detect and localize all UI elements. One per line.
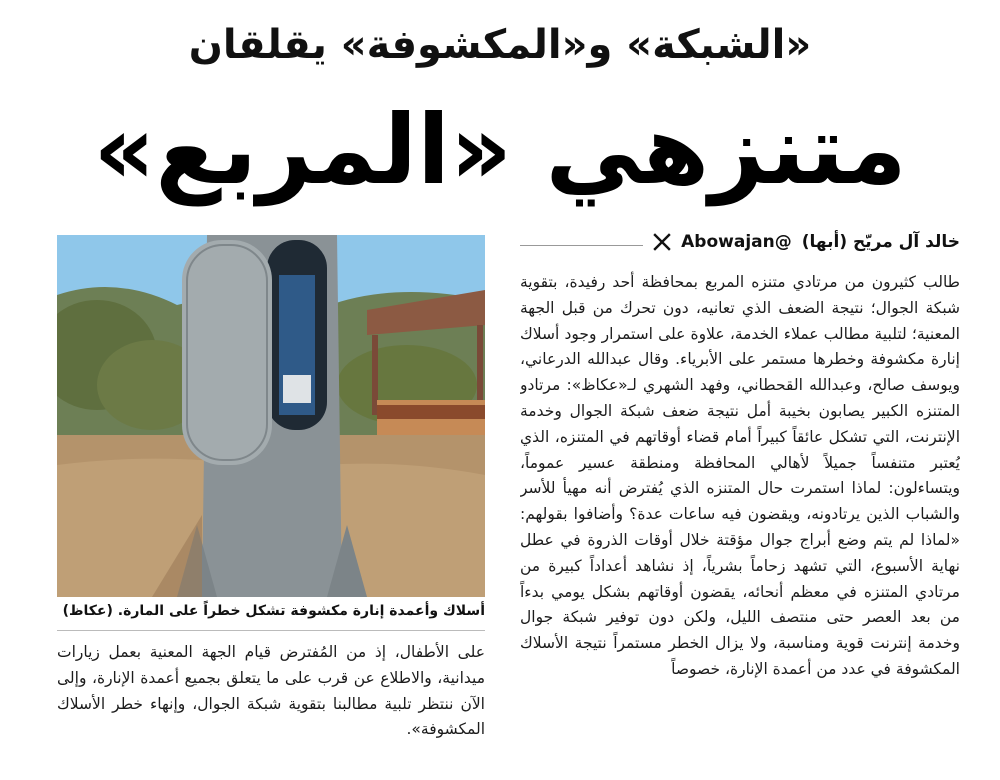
article-photo [57,235,485,597]
headline-kicker: «الشبكة» و«المكشوفة» يقلقان [188,22,812,68]
article-column-left [57,640,485,760]
photo-caption: أسلاك وأعمدة إنارة مكشوفة تشكل خطراً على المارة. (عكاظ) [62,603,485,619]
x-logo-icon[interactable] [653,233,671,251]
byline [520,232,960,252]
caption-divider [57,630,485,631]
byline-rule [520,245,643,246]
article-body-left: على الأطفال، إذ من المُفترض قيام الجهة المعنية بعمل زيارات ميدانية، والاطلاع عن قرب على ما يتعلق بجميع أعمدة الإنارة، وإلى الآن ننتظر تلبية مطالبنا بتقوية شبكة الجوال، وإنهاء خطر الأسلاك المكشوفة». [57,643,485,739]
article-column-right [520,270,960,770]
headline-main: متنزهي «المربع» [93,94,907,206]
author-handle[interactable]: @Abowajan [681,232,792,252]
article-body-right: طالب كثيرون من مرتادي متنزه المربع بمحافظة أحد رفيدة، بتقوية شبكة الجوال؛ نتيجة الضعف الذي تعانيه، دون تحرك من قبل الجهة المعنية؛ لتلبية مطالب عملاء الخدمة، علاوة على استمرار وجود أسلاك إنارة مكشوفة وخطرها مستمر على الأبرياء. وقال عبدالله الدرعاني، ويوسف صالح، وعبدالله القحطاني، وفهد الشهري لـ«عكاظ»: مرتادو المتنزه الكبير يصابون بخيبة أمل نتيجة ضعف شبكة الجوال وخدمة الإنترنت، التي تشكل عائقاً كبيراً أمام قضاء أوقاتهم في المتنزه، الذي يُعتبر متنفساً جميلاً لأهالي المحافظة ومنطقة عسير عموماً، ويتساءلون: لماذا استمرت حال المتنزه الذي يُفترض أنه مهيأ للأسر والشباب الذين يرتادونه، ويقضون فيه ساعات عدة؟ وأضافوا بقولهم: «لماذا لم يتم وضع أبراج جوال مؤقتة خلال أوقات الذروة في عطل نهاية الأسبوع، التي تشهد زحاماً بشرياً، إذ نشاهد أعداداً كبيرة من مرتادي المتنزه في معظم أنحائه، يقضون أوقاتهم بشكل يومي بدءاً من بعد العصر حتى منتصف الليل، ولكن دون توفير شبكة جوال وخدمة إنترنت قوية ومناسبة، ولا يزال الخطر مستمراً نتيجة الأسلاك المكشوفة في عدد من أعمدة الإنارة، خصوصاً [520,273,960,678]
author-name: خالد آل مريّح (أبها) [801,232,960,252]
